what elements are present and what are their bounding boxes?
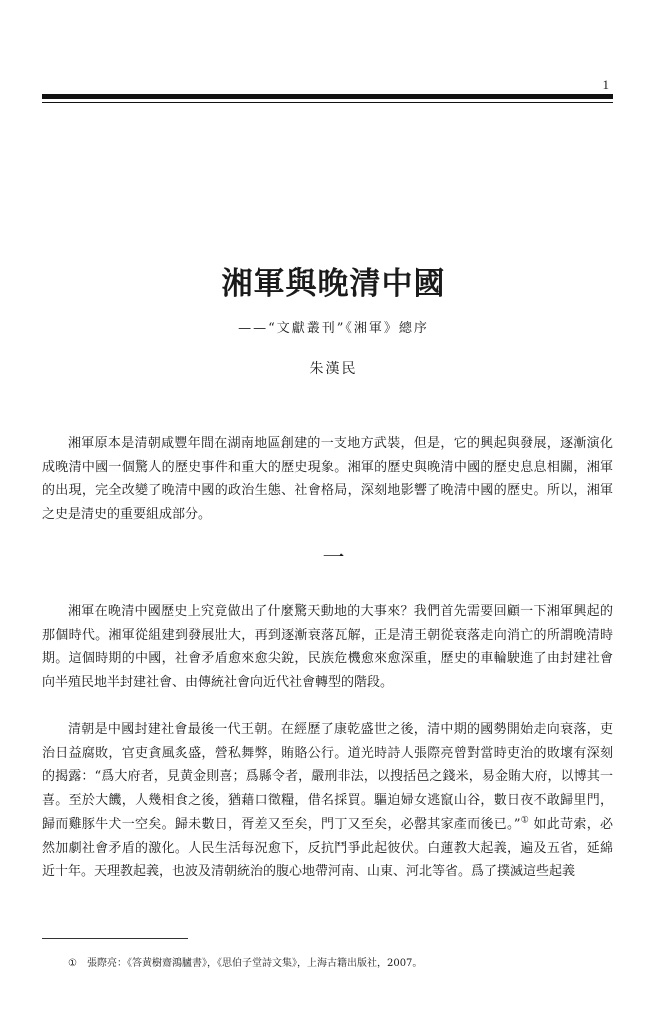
- paragraph-text-part-1: 清朝是中國封建社會最後一代王朝。在經歷了康乾盛世之後，清中期的國勢開始走向衰落，吏治日益腐敗，官吏貪風炙盛，營私舞弊，賄賂公行。道光時詩人張際亮曾對當時吏治的敗壞有深刻的揭露：“爲大府者，見黄金則喜；爲縣令者，嚴刑非法，以搜括邑之錢米，易金賄大府，以博其一喜。至於大饑，人幾相食之後，猶藉口徵糧，借名採買。驅迫婦女逃竄山谷，數日夜不敢歸里門，歸而雞豚牛犬一空矣。歸未數日，胥差又至矣，門丁又至矣，必罄其家產而後已。”: [42, 722, 613, 832]
- intro-paragraph: 湘軍原本是清朝咸豐年間在湖南地區創建的一支地方武裝，但是，它的興起與發展，逐漸演化成晚清中國一個驚人的歷史事件和重大的歷史現象。湘軍的歷史與晚清中國的歷史息息相關，湘軍的出現，完全改變了晚清中國的政治生態、社會格局，深刻地影響了晚清中國的歷史。所以，湘軍之史是清史的重要組成部分。: [42, 436, 613, 523]
- document-subtitle: ——“文獻叢刊”《湘軍》總序: [238, 321, 429, 336]
- footnote-text: 張際亮：《答黄樹齋鴻臚書》，《思伯子堂詩文集》，上海古籍出版社，2007。: [86, 958, 423, 969]
- header-rule: [42, 94, 613, 99]
- body-paragraph-with-quote: [42, 718, 613, 884]
- body-paragraph: 湘軍在晚清中國歷史上究竟做出了什麼驚天動地的大事來？我們首先需要回顧一下湘軍興起的那個時代。湘軍從組建到發展壯大，再到逐漸衰落瓦解，正是清王朝從衰落走向消亡的所謂晚清時期。這個時期的中國，社會矛盾愈來愈尖銳，民族危機愈來愈深重，歷史的車輪駛進了由封建社會向半殖民地半封建社會、由傳統社會向近代社會轉型的階段。: [42, 604, 613, 691]
- footnote-marker: ①: [68, 958, 77, 969]
- page-number: 1: [602, 77, 609, 92]
- paragraph-text-part-2: 如此苛索，必然加劇社會矛盾的激化。人民生活每況愈下，反抗鬥爭此起彼伏。白蓮教大起義，遍及五省，延綿近十年。天理教起義，也波及清朝統治的腹心地帶河南、山東、河北等省。爲了撲滅這些起義: [42, 816, 613, 880]
- footnote-divider: [42, 938, 188, 939]
- author-name: 朱漢民: [309, 361, 358, 377]
- footnote-reference: ①: [520, 815, 530, 826]
- section-number: 一: [322, 546, 345, 571]
- header-rule-thin: [42, 102, 613, 103]
- footnote: [68, 957, 613, 971]
- document-title: 湘軍與晚清中國: [221, 266, 446, 302]
